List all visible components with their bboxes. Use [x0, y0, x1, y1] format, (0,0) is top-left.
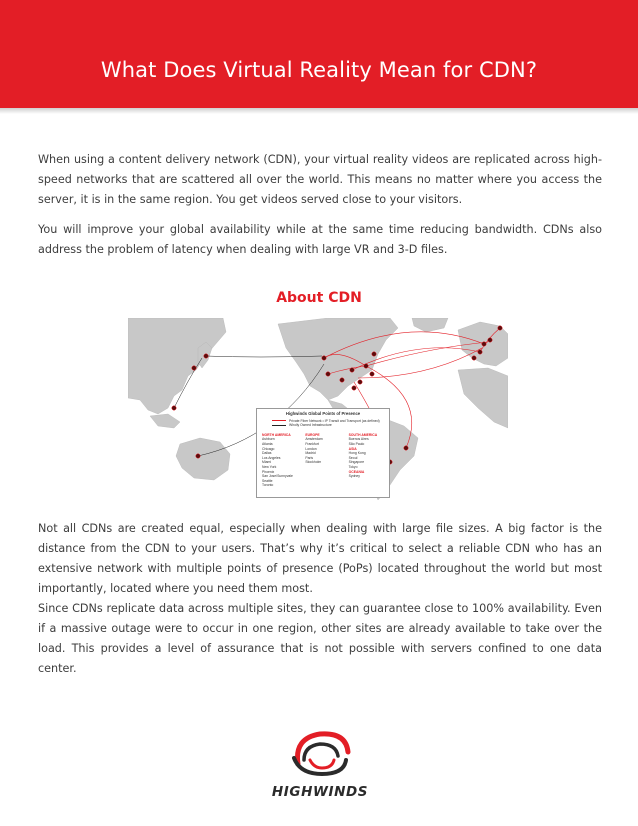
header-banner [0, 0, 638, 108]
pop-marker [404, 446, 408, 450]
region-heading: OCEANIA [348, 469, 365, 474]
paragraph-redundancy: Since CDNs replicate data across multiple sites, they can guarantee close to 100% availability. Even if a massive outage were to occur in one region, other sites are already available to take over the load. This provides a level of assurance that is not possible with servers confined to one data center. [38, 602, 602, 675]
logo-swirl-icon [264, 724, 376, 782]
legend-line-red [272, 420, 286, 421]
pop-marker [350, 368, 354, 372]
pop-marker [478, 350, 482, 354]
land-australia [176, 438, 230, 480]
region-cities: Hong Kong Seoul Singapore Tokyo [348, 451, 366, 469]
highwinds-logo [264, 724, 376, 804]
region-heading: EUROPE [305, 432, 320, 437]
pop-marker [204, 354, 208, 358]
section-title: About CDN [276, 290, 362, 306]
region-cities: Amsterdam Frankfurt London Madrid Paris Stockholm [305, 437, 323, 465]
region-heading: NORTH AMERICA [262, 432, 291, 437]
land-africa [458, 368, 508, 428]
pop-marker [196, 454, 200, 458]
pop-marker [192, 366, 196, 370]
paragraph-selection: Not all CDNs are created equal, especially when dealing with large file sizes. A big factor is the distance from the CDN to your users. That’s why it’s critical to select a reliable CDN who has an extensive network with multiple points of presence (PoPs) located throughout the world but most importantly, located where you need them most. [38, 522, 602, 595]
land-north-america [278, 318, 398, 400]
legend-label-owned: Wholly Owned Infrastructure [289, 423, 332, 428]
region-column [262, 433, 297, 488]
pop-marker [326, 372, 330, 376]
pop-marker [498, 326, 502, 330]
pop-marker [482, 342, 486, 346]
pop-marker [172, 406, 176, 410]
pop-marker [340, 378, 344, 382]
region-heading: SOUTH AMERICA [348, 432, 378, 437]
region-cities: Buenos Aires São Paulo [348, 437, 369, 446]
pop-marker [364, 364, 368, 368]
pop-marker [472, 356, 476, 360]
page-title: What Does Virtual Reality Mean for CDN? [100, 58, 538, 82]
region-column [349, 433, 384, 488]
legend-title: Highwinds Global Points of Presence [285, 411, 361, 416]
pop-marker [322, 356, 326, 360]
pop-marker [488, 338, 492, 342]
header-shadow [0, 108, 638, 114]
region-cities: Ashburn Atlanta Chicago Dallas Los Angeles Miami New York Phoenix San Jose/Sunnyvale Seattle Toronto [262, 437, 293, 488]
pop-marker [352, 386, 356, 390]
map-legend [256, 408, 390, 498]
paragraph-availability: You will improve your global availability while at the same time reducing bandwidth. CDNs also address the problem of latency when dealing with large VR and 3-D files. [38, 223, 602, 256]
legend-row-owned [262, 423, 384, 428]
logo-wordmark: HIGHWINDS [271, 784, 369, 800]
pop-marker [372, 352, 376, 356]
legend-line-black [272, 425, 286, 426]
land-indonesia [150, 414, 180, 428]
land-asia [128, 318, 226, 414]
region-cities: Sydney [348, 474, 360, 479]
pop-marker [358, 380, 362, 384]
region-heading: ASIA [348, 446, 357, 451]
land-greenland [412, 318, 448, 332]
legend-regions [262, 433, 384, 488]
paragraph-intro: When using a content delivery network (CDN), your virtual reality videos are replicated across high-speed networks that are scattered all over the world. This means no matter where you access the server, it is in the same region. You get videos served close to your visitors. [38, 153, 602, 206]
region-column [305, 433, 340, 488]
legend-label-private: Private Fiber Network • IP Transit and Transport (as defined) [289, 418, 380, 423]
pop-marker [370, 372, 374, 376]
